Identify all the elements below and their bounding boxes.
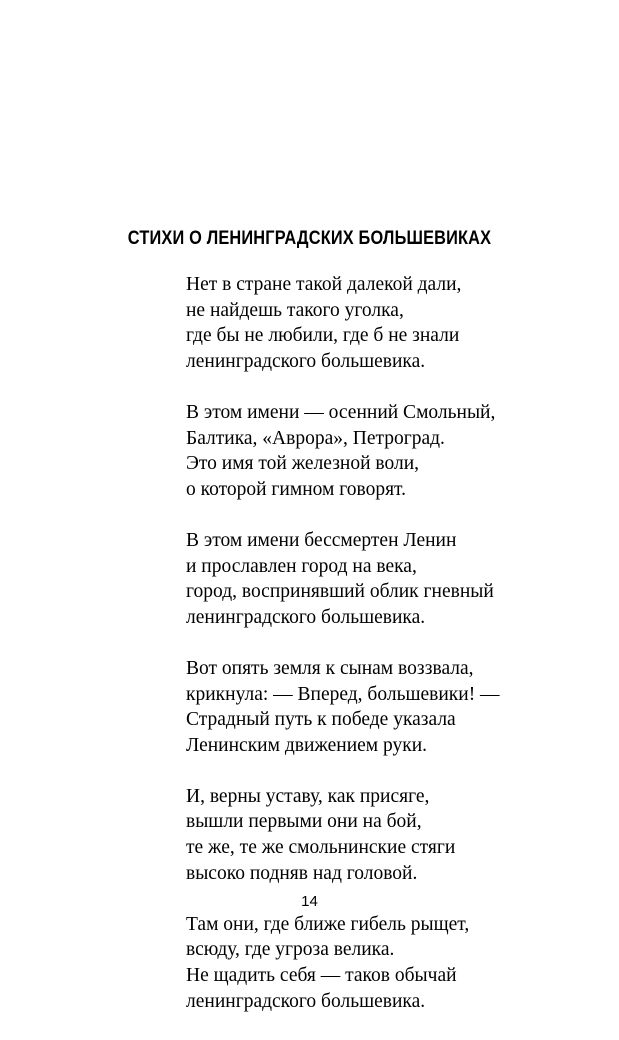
poem-line: Ленинским движением руки.	[186, 734, 428, 756]
poem-title: СТИХИ О ЛЕНИНГРАДСКИХ БОЛЬШЕВИКАХ	[127, 228, 492, 249]
poem-line: Там они, где ближе гибель рыщет,	[186, 913, 470, 935]
poem-line: Нет в стране такой далекой дали,	[186, 274, 462, 295]
poem-line: ленинградского большевика.	[186, 350, 426, 372]
poem-line: город, воспринявший облик гневный	[186, 581, 494, 603]
poem-line: вышли первыми они на бой,	[186, 811, 422, 833]
page-number: 14	[301, 893, 318, 910]
stanza	[186, 656, 566, 758]
poem-line: ленинградского большевика.	[186, 606, 426, 628]
poem-line: Не щадить себя — таков обычай	[186, 965, 457, 987]
poem-line: ленинградского большевика.	[186, 990, 426, 1012]
poem-line: не найдешь такого уголка,	[186, 299, 404, 321]
poem-line: Страдный путь к победе указала	[186, 709, 456, 731]
poem-line: И, верны уставу, как присяге,	[186, 785, 430, 807]
poem-line: высоко подняв над головой.	[186, 862, 418, 884]
poem-line: Балтика, «Аврора», Петроград.	[186, 427, 445, 449]
poem-line: В этом имени бессмертен Ленин	[186, 529, 457, 551]
poem-line: и прославлен город на века,	[186, 555, 417, 577]
stanza	[186, 912, 566, 1014]
poem-line: Вот опять земля к сынам воззвала,	[186, 657, 474, 679]
poem-line: Это имя той железной воли,	[186, 453, 420, 475]
poem-line: В этом имени — осенний Смольный,	[186, 401, 496, 423]
stanza	[186, 528, 566, 630]
stanza	[186, 784, 566, 886]
poem-line: те же, те же смольнинские стяги	[186, 837, 456, 859]
stanza	[186, 400, 566, 502]
poem-line: где бы не любили, где б не знали	[186, 325, 460, 347]
poem-body	[186, 272, 566, 1040]
poem-line: крикнула: — Вперед, большевики! —	[186, 683, 500, 705]
stanza	[186, 272, 566, 374]
poem-line: о которой гимном говорят.	[186, 478, 406, 500]
poem-line: всюду, где угроза велика.	[186, 939, 395, 961]
